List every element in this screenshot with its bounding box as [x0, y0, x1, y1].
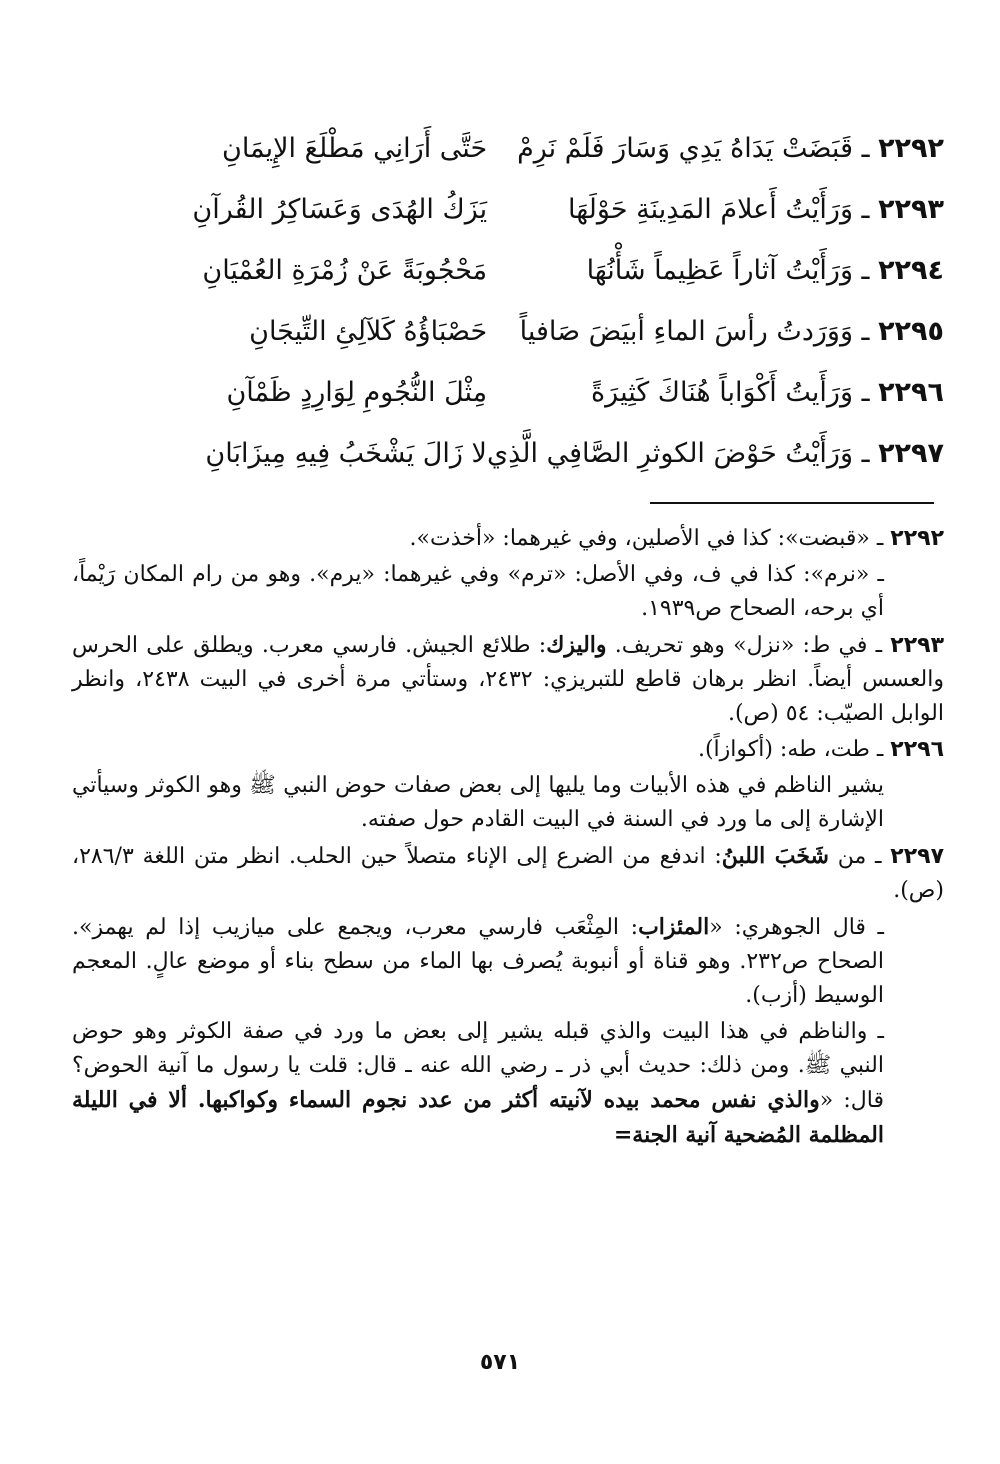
footnote — [72, 733, 944, 767]
footnote-separator — [650, 502, 934, 504]
verse-number: ٢٢٩٥ — [878, 316, 944, 347]
verse-number: ٢٢٩٤ — [878, 255, 944, 286]
verse-first-text: ـ وَرَأَيْتُ آثاراً عَظِيماً شَأْنُهَا — [586, 255, 870, 286]
footnote-term: شَخَبَ اللبنُ — [721, 843, 829, 869]
footnote-term: واليزك — [546, 632, 607, 658]
verse-number: ٢٢٩٦ — [878, 377, 944, 408]
footnote — [72, 628, 944, 731]
verse-row — [70, 179, 944, 240]
footnote-text: : المِثْعَب فارسي معرب، ويجمع على ميازيب إذا لم يهمز». الصحاح ص٢٣٢. وهو قناة أو أنبوبة يُصرف بها الماء من سطح بناء أو موضع عالٍ. المعجم الوسيط (أزب). — [72, 915, 884, 1008]
footnote — [72, 522, 944, 556]
verse-first-hemistich — [487, 318, 944, 345]
verse-first-hemistich — [487, 196, 944, 223]
footnote-continuation: يشير الناظم في هذه الأبيات وما يليها إلى بعض صفات حوض النبي ﷺ وهو الكوثر وسيأتي الإشارة إلى ما ورد في السنة في البيت القادم حول صفته. — [72, 773, 884, 832]
verse-number: ٢٢٩٣ — [878, 194, 944, 225]
footnote-number: ٢٢٩٣ — [890, 633, 945, 658]
verse-first-hemistich — [487, 440, 944, 467]
page-number: ٥٧١ — [479, 1350, 521, 1375]
footnote-number: ٢٢٩٢ — [890, 526, 944, 551]
footnote-text: ـ قال الجوهري: « — [709, 915, 885, 940]
verse-row — [70, 240, 944, 301]
footnote-number: ٢٢٩٦ — [890, 737, 944, 762]
verse-row — [70, 362, 944, 423]
footnote-text: ـ «قبضت»: كذا في الأصلين، وفي غيرهما: «أخذت». — [409, 526, 884, 551]
footnote-continuation — [72, 910, 944, 1013]
verse-second-hemistich: لا زَالَ يَشْخَبُ فِيهِ مِيزَابَانِ — [205, 438, 487, 469]
footnote-continuation — [72, 1015, 944, 1153]
verse-first-hemistich — [487, 257, 944, 284]
hadith-quote: والذي نفس محمد بيده لآنيته أكثر من عدد نجوم السماء وكواكبها. ألا في الليلة المظلمة المُضحية آنية الجنة= — [72, 1087, 884, 1148]
footnote-text: : طلائع الجيش. فارسي معرب. ويطلق على الحرس والعسس أيضاً. انظر برهان قاطع للتبريزي: ٢٤٣٢، وستأتي مرة أخرى في البيت ٢٤٣٨، وانظر الوابل الصيّب: ٥٤ (ص). — [72, 633, 944, 726]
verse-first-hemistich — [487, 379, 944, 406]
footnote-text: ـ في ط: «نزل» وهو تحريف. — [606, 633, 883, 658]
verse-first-hemistich — [487, 135, 944, 162]
verse-first-text: ـ وَرَأَيْتُ أَعلامَ المَدِينَةِ حَوْلَهَا — [568, 194, 870, 225]
verse-row — [70, 118, 944, 179]
verse-row — [70, 423, 944, 484]
verse-first-text: ـ قَبَضَتْ يَدَاهُ يَدِي وَسَارَ فَلَمْ نَرِمْ — [517, 133, 870, 164]
poem-verses — [70, 118, 944, 484]
footnote-number: ٢٢٩٧ — [890, 844, 944, 869]
verse-first-text: ـ وَوَرَدتُ رأسَ الماءِ أبيَضَ صَافياً — [519, 316, 870, 347]
verse-second-hemistich: مِثْلَ النُّجُومِ لِوَارِدٍ ظَمْآنِ — [226, 377, 488, 408]
footnote-text: ـ والناظم في هذا البيت والذي قبله يشير إلى بعض ما ورد في صفة الكوثر وهو حوض النبي ﷺ. ومن ذلك: حديث أبي ذر ـ رضي الله عنه ـ قال: قلت يا رسول ما آنية الحوض؟ قال: « — [72, 1019, 884, 1113]
verse-number: ٢٢٩٢ — [878, 133, 944, 164]
verse-second-hemistich: حَصْبَاؤُهُ كَلآلِئِ التِّيجَانِ — [249, 316, 488, 347]
verse-second-hemistich: مَحْجُوبَةً عَنْ زُمْرَةِ العُمْيَانِ — [202, 255, 488, 286]
verse-first-text: ـ وَرَأَيْتُ حَوْضَ الكوثرِ الصَّافِي الَّذِي — [486, 438, 870, 469]
footnote-text: ـ من — [828, 844, 882, 869]
footnotes — [72, 522, 944, 1153]
verse-second-hemistich: حَتَّى أَرَانِي مَطْلَعَ الإِيمَانِ — [221, 133, 488, 164]
footnote — [72, 839, 944, 908]
footnote-text: : اندفع من الضرع إلى الإناء متصلاً حين الحلب. انظر متن اللغة ٢٨٦/٣، (ص). — [72, 844, 944, 903]
verse-first-text: ـ وَرَأَيتُ أَكْوَاباً هُنَاكَ كَثِيرَةً — [591, 377, 870, 408]
verse-number: ٢٢٩٧ — [878, 438, 944, 469]
verse-row — [70, 301, 944, 362]
verse-second-hemistich: يَزَكُ الهُدَى وَعَسَاكِرُ القُرآنِ — [192, 194, 488, 225]
footnote-continuation: ـ «نرم»: كذا في ف، وفي الأصل: «ترم» وفي غيرهما: «يرم». وهو من رام المكان رَيْماً، أي برحه، الصحاح ص١٩٣٩. — [72, 562, 884, 621]
footnote-term: المئزاب — [638, 914, 710, 940]
footnote-text: ـ طت، طه: (أكوازاً). — [697, 737, 884, 762]
